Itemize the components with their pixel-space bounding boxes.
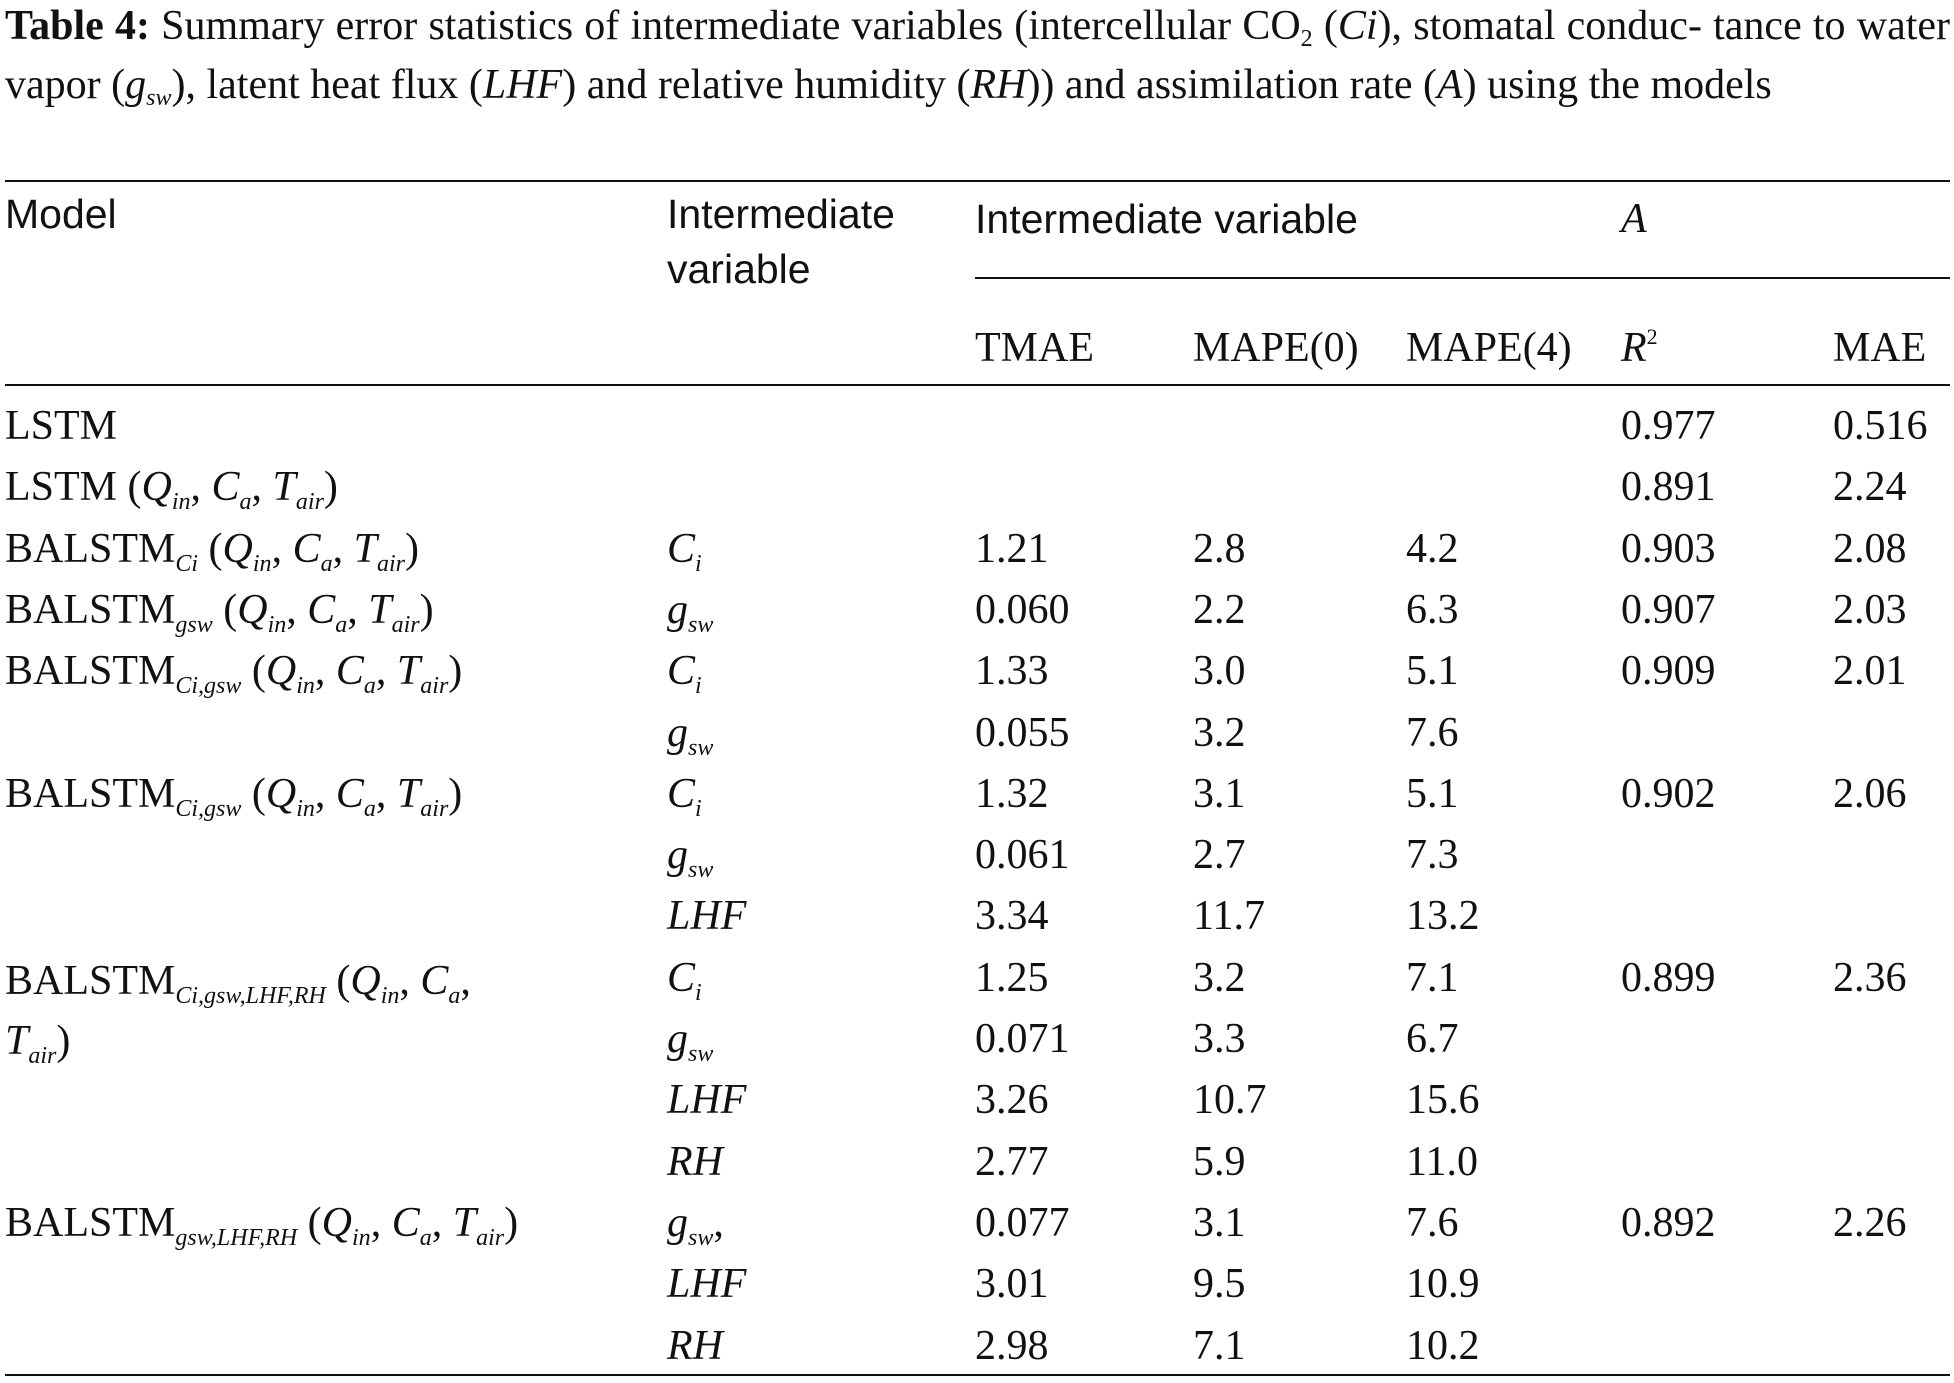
cell-mape4: 10.9 — [1406, 1261, 1480, 1308]
cell-r2: 0.902 — [1621, 770, 1716, 817]
cell-mae: 2.26 — [1833, 1199, 1907, 1246]
cell-mae: 2.01 — [1833, 648, 1907, 695]
cell-mape4: 5.1 — [1406, 648, 1459, 695]
cell-var: RH — [667, 1138, 723, 1185]
cell-mape4: 11.0 — [1406, 1138, 1478, 1185]
cell-var: $C_i$ — [667, 954, 702, 1006]
header-mape0: MAPE(0) — [1193, 325, 1359, 371]
cell-tmae: 1.21 — [975, 525, 1049, 572]
cell-mape4: 10.2 — [1406, 1322, 1480, 1369]
model-label: LSTM — [5, 403, 118, 449]
cell-var: $g_{sw}$, — [667, 1199, 724, 1251]
model-label: $BALSTM_{Ci,gsw}$ ($Q_{in}$, $C_a$, $T_{air}$) — [5, 648, 463, 700]
cell-tmae: 2.98 — [975, 1322, 1049, 1369]
cell-var: LHF — [667, 1261, 747, 1308]
cell-mape4: 7.1 — [1406, 954, 1459, 1001]
cell-mape0: 3.1 — [1193, 1199, 1246, 1246]
cell-var: $C_i$ — [667, 525, 702, 577]
cell-tmae: 1.25 — [975, 954, 1049, 1001]
header-intermediate-line2: variable — [667, 246, 811, 292]
header-r2: $R^2$ — [1621, 324, 1658, 371]
cell-tmae: 3.01 — [975, 1261, 1049, 1308]
header-mae: MAE — [1833, 325, 1927, 371]
cell-mape4: 15.6 — [1406, 1077, 1480, 1124]
cell-tmae: 1.33 — [975, 648, 1049, 695]
cell-r2: 0.977 — [1621, 403, 1716, 449]
cell-tmae: 0.071 — [975, 1016, 1070, 1062]
cell-mae: 2.06 — [1833, 770, 1907, 817]
cell-var: $g_{sw}$ — [667, 586, 714, 638]
table-top-rule — [5, 180, 1950, 182]
cell-r2: 0.891 — [1621, 464, 1716, 511]
cell-mae: 2.03 — [1833, 586, 1907, 633]
cell-var: $C_i$ — [667, 648, 702, 700]
cell-var: $C_i$ — [667, 770, 702, 822]
cell-var: RH — [667, 1322, 723, 1369]
cell-mape0: 3.3 — [1193, 1016, 1246, 1062]
model-label: $BALSTM_{Ci,gsw,LHF,RH}$ ($Q_{in}$, $C_a$, $T_{air}$) — [5, 957, 471, 1069]
header-group-a: A — [1621, 196, 1647, 242]
cell-var: LHF — [667, 893, 747, 940]
cell-r2: 0.903 — [1621, 525, 1716, 572]
cell-mae: 2.36 — [1833, 954, 1907, 1001]
cell-mape0: 2.2 — [1193, 586, 1246, 633]
header-model: Model — [5, 191, 117, 237]
model-label: $BALSTM_{gsw}$ ($Q_{in}$, $C_a$, $T_{air}$) — [5, 586, 434, 638]
cell-mape0: 7.1 — [1193, 1322, 1246, 1369]
cell-mae: 2.24 — [1833, 464, 1907, 511]
cell-var: $g_{sw}$ — [667, 832, 714, 884]
cell-r2: 0.907 — [1621, 586, 1716, 633]
cell-var: LHF — [667, 1077, 747, 1124]
header-intermediate-line1: Intermediate — [667, 191, 895, 237]
cell-mape4: 7.3 — [1406, 832, 1459, 879]
header-tmae: TMAE — [975, 325, 1094, 371]
cell-var: $g_{sw}$ — [667, 709, 714, 761]
header-mape4: MAPE(4) — [1406, 325, 1572, 371]
cell-mape0: 2.8 — [1193, 525, 1246, 572]
cell-r2: 0.909 — [1621, 648, 1716, 695]
header-span-rule — [975, 277, 1950, 279]
model-label: LSTM ($Q_{in}$, $C_a$, $T_{air}$) — [5, 464, 338, 516]
cell-tmae: 3.34 — [975, 893, 1049, 940]
cell-r2: 0.899 — [1621, 954, 1716, 1001]
cell-mape0: 3.0 — [1193, 648, 1246, 695]
cell-tmae: 1.32 — [975, 770, 1049, 817]
model-label: $BALSTM_{gsw,LHF,RH}$ ($Q_{in}$, $C_a$, $T_{air}$) — [5, 1199, 519, 1251]
table-bottom-rule — [5, 1374, 1950, 1376]
cell-tmae: 0.061 — [975, 832, 1070, 879]
cell-mape4: 13.2 — [1406, 893, 1480, 940]
header-group-intermediate: Intermediate variable — [975, 196, 1358, 242]
model-label: $BALSTM_{Ci,gsw}$ ($Q_{in}$, $C_a$, $T_{air}$) — [5, 770, 463, 822]
cell-tmae: 2.77 — [975, 1138, 1049, 1185]
cell-tmae: 0.055 — [975, 709, 1070, 756]
cell-mape4: 6.3 — [1406, 586, 1459, 633]
cell-tmae: 0.077 — [975, 1199, 1070, 1246]
header-bottom-rule — [5, 384, 1950, 386]
cell-mape0: 3.1 — [1193, 770, 1246, 817]
cell-mape4: 7.6 — [1406, 709, 1459, 756]
model-label: $BALSTM_{Ci}$ ($Q_{in}$, $C_a$, $T_{air}$) — [5, 525, 419, 577]
cell-mae: 2.08 — [1833, 525, 1907, 572]
cell-r2: 0.892 — [1621, 1199, 1716, 1246]
caption-label: Table 4: — [5, 3, 150, 49]
cell-mape0: 5.9 — [1193, 1138, 1246, 1185]
cell-mape0: 11.7 — [1193, 893, 1265, 940]
cell-mape0: 3.2 — [1193, 709, 1246, 756]
cell-var: $g_{sw}$ — [667, 1016, 714, 1067]
cell-mae: 0.516 — [1833, 403, 1928, 449]
cell-tmae: 3.26 — [975, 1077, 1049, 1124]
cell-tmae: 0.060 — [975, 586, 1070, 633]
cell-mape0: 10.7 — [1193, 1077, 1267, 1124]
cell-mape0: 9.5 — [1193, 1261, 1246, 1308]
cell-mape4: 6.7 — [1406, 1016, 1459, 1062]
cell-mape4: 7.6 — [1406, 1199, 1459, 1246]
cell-mape0: 2.7 — [1193, 832, 1246, 879]
table-caption: Table 4: Summary error statistics of intermediate variables (intercellular $CO_2$ (Ci), stomatal conduc- tance to water vapor $(g_{sw})$, latent heat flux (LHF) and relative humidity (RH)) and assimilation rate (A) using the models — [5, 3, 1951, 111]
cell-mape4: 5.1 — [1406, 770, 1459, 817]
cell-mape0: 3.2 — [1193, 954, 1246, 1001]
cell-mape4: 4.2 — [1406, 525, 1459, 572]
